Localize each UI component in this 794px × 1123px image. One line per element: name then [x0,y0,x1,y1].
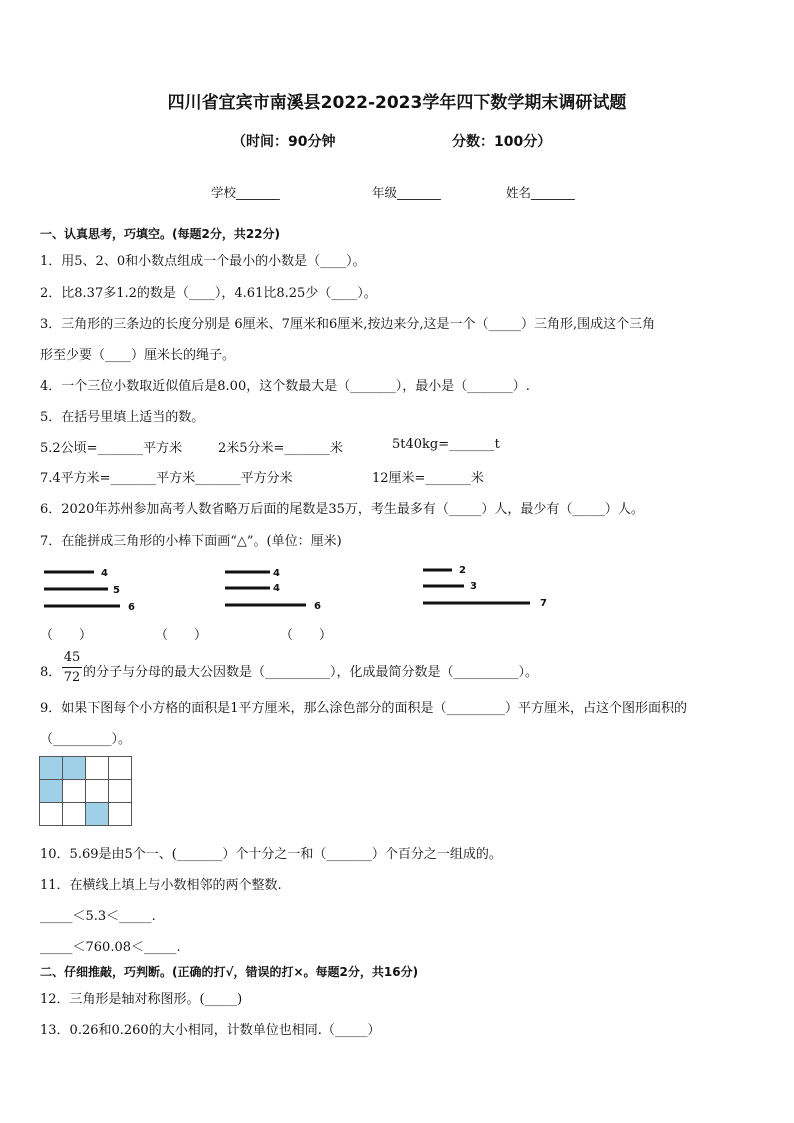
stick-label: 6 [314,601,321,612]
question-7-answer-2: （ ） [155,628,208,643]
section-2-heading: 二、仔细推敲，巧判断。(正确的打√，错误的打×。每题2分，共16分) [40,965,419,979]
question-5-item-2: 2米5分米=_______米 [218,441,343,456]
question-8-text: 的分子与分母的最大公因数是（__________），化成最简分数是（__________）。 [83,665,539,680]
fraction-numerator: 45 [63,650,81,665]
question-6: 6．2020年苏州参加高考人数省略万后面的尾数是35万，考生最多有（_____）人，最少有（_____）人。 [40,502,644,517]
question-5: 5．在括号里填上适当的数。 [40,410,205,425]
stick-label: 4 [273,583,280,594]
question-9-line-2: （_________）。 [40,732,132,747]
grid-row [40,780,132,803]
question-12: 12．三角形是轴对称图形。(_____) [40,992,243,1007]
stick-label: 7 [540,598,547,609]
question-4: 4．一个三位小数取近似值后是8.00，这个数最大是（_______），最小是（_______）. [40,379,530,394]
grade-field: 年级_______ [372,185,441,200]
question-5-item-4: 7.4平方米=_______平方米_______平方分米 [40,471,293,486]
question-8-fraction [62,650,82,685]
grid-cell-shaded [40,757,63,780]
grid-cell [63,803,86,826]
grid-cell-shaded [86,803,109,826]
question-7-answer-3: （ ） [280,628,333,643]
question-13: 13．0.26和0.260的大小相同，计数单位也相同.（_____） [40,1023,381,1038]
grid-cell-shaded [40,780,63,803]
grid-cell [86,757,109,780]
grid-cell [86,780,109,803]
question-9-line-1: 9．如果下图每个小方格的面积是1平方厘米，那么涂色部分的面积是（_________）平方厘米，占这个图形面积的 [40,701,688,716]
question-1: 1．用5、2、0和小数点组成一个最小的小数是（____）。 [40,254,366,269]
stick-label: 3 [470,581,477,592]
stick-label: 6 [128,602,135,613]
grid-cell [109,780,132,803]
question-3-line-2: 形至少要（____）厘米长的绳子。 [40,348,236,363]
question-2: 2．比8.37多1.2的数是（____），4.61比8.25少（____）。 [40,286,377,301]
fraction-bar [62,667,82,668]
question-9-grid [39,756,132,826]
question-11-item-1: _____＜5.3＜_____. [40,909,156,924]
question-5-item-3: 5t40kg=_______t [392,437,500,452]
section-1-heading: 一、认真思考，巧填空。(每题2分，共22分) [40,227,281,241]
fraction-denominator: 72 [63,670,81,685]
stick-label: 2 [459,565,466,576]
question-5-item-1: 5.2公顷=_______平方米 [40,441,183,456]
grid-cell [63,780,86,803]
stick-label: 5 [113,585,120,596]
page-title: 四川省宜宾市南溪县2022-2023学年四下数学期末调研试题 [167,93,627,113]
question-11: 11．在横线上填上与小数相邻的两个整数. [40,878,282,893]
exam-score: 分数：100分） [452,134,552,150]
question-5-item-5: 12厘米=_______米 [372,471,484,486]
grid-cell [40,803,63,826]
grid-cell [109,803,132,826]
question-11-item-2: _____＜760.08＜_____. [40,940,181,955]
question-10: 10．5.69是由5个一、(_______）个十分之一和（_______）个百分之一组成的。 [40,847,502,862]
sticks-figure [30,560,570,620]
school-field: 学校_______ [211,185,280,200]
grid-cell [109,757,132,780]
question-8-number: 8． [40,665,62,680]
stick-label: 4 [101,568,108,579]
exam-time: （时间：90分钟 [232,134,336,150]
grid-row [40,803,132,826]
name-field: 姓名_______ [506,185,575,200]
grid-row [40,757,132,780]
grid-cell-shaded [63,757,86,780]
stick-label: 4 [273,568,280,579]
question-3-line-1: 3．三角形的三条边的长度分别是 6厘米、7厘米和6厘米,按边来分,这是一个（_____）三角形,围成这个三角 [40,317,656,332]
question-7-answer-1: （ ） [40,628,93,643]
question-7: 7．在能拼成三角形的小棒下面画“△”。(单位：厘米) [40,534,342,549]
